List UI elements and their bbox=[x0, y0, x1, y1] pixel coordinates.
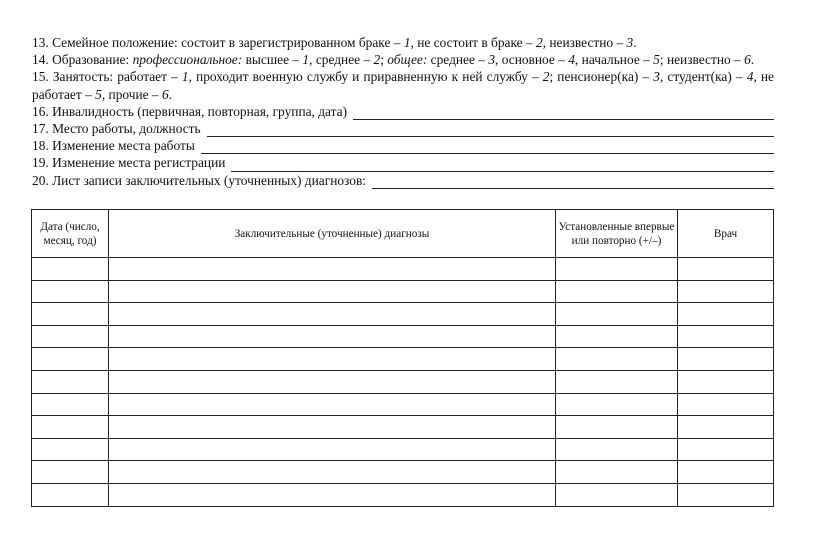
doctor-cell[interactable] bbox=[678, 416, 774, 439]
registration-change-fill-line[interactable] bbox=[231, 159, 774, 172]
first-or-repeat-cell[interactable] bbox=[556, 438, 678, 461]
first-or-repeat-cell[interactable] bbox=[556, 303, 678, 326]
doctor-cell[interactable] bbox=[678, 461, 774, 484]
diagnosis-cell[interactable] bbox=[109, 483, 556, 506]
col-doctor-header: Врач bbox=[678, 210, 774, 258]
date-cell[interactable] bbox=[32, 280, 109, 303]
diagnosis-cell[interactable] bbox=[109, 303, 556, 326]
date-cell[interactable] bbox=[32, 461, 109, 484]
diagnosis-cell[interactable] bbox=[109, 438, 556, 461]
table-row bbox=[32, 325, 774, 348]
table-row bbox=[32, 370, 774, 393]
diagnoses-sheet-fill-line[interactable] bbox=[372, 176, 774, 189]
table-row bbox=[32, 280, 774, 303]
diagnosis-cell[interactable] bbox=[109, 461, 556, 484]
table-header-row bbox=[32, 210, 774, 258]
diagnosis-cell[interactable] bbox=[109, 258, 556, 281]
diagnosis-cell[interactable] bbox=[109, 348, 556, 371]
date-cell[interactable] bbox=[32, 438, 109, 461]
item-18-workplace-change: 18. Изменение места работы bbox=[32, 137, 774, 154]
doctor-cell[interactable] bbox=[678, 280, 774, 303]
table-row bbox=[32, 303, 774, 326]
table-row bbox=[32, 393, 774, 416]
doctor-cell[interactable] bbox=[678, 370, 774, 393]
col-date-header: Дата (число, месяц, год) bbox=[32, 210, 109, 258]
date-cell[interactable] bbox=[32, 325, 109, 348]
doctor-cell[interactable] bbox=[678, 483, 774, 506]
item-13-marital-status: 13. Семейное положение: состоит в зарегистрированном браке – 1, не состоит в браке – 2, неизвестно – 3. bbox=[32, 35, 637, 50]
table-row bbox=[32, 483, 774, 506]
doctor-cell[interactable] bbox=[678, 393, 774, 416]
first-or-repeat-cell[interactable] bbox=[556, 325, 678, 348]
diagnosis-cell[interactable] bbox=[109, 280, 556, 303]
date-cell[interactable] bbox=[32, 393, 109, 416]
workplace-change-fill-line[interactable] bbox=[201, 141, 774, 154]
table-row bbox=[32, 348, 774, 371]
table-row bbox=[32, 416, 774, 439]
table-row bbox=[32, 258, 774, 281]
table-row bbox=[32, 438, 774, 461]
table-row bbox=[32, 461, 774, 484]
doctor-cell[interactable] bbox=[678, 303, 774, 326]
first-or-repeat-cell[interactable] bbox=[556, 483, 678, 506]
item-15-employment: 15. Занятость: работает – 1, проходит военную службу и приравненную к ней службу – 2; пенсионер(ка) – 3, студент(ка) – 4, не работает – 5, прочие – 6. bbox=[32, 69, 774, 102]
diagnoses-table bbox=[31, 209, 774, 507]
diagnosis-cell[interactable] bbox=[109, 393, 556, 416]
date-cell[interactable] bbox=[32, 416, 109, 439]
diagnosis-cell[interactable] bbox=[109, 325, 556, 348]
first-or-repeat-cell[interactable] bbox=[556, 416, 678, 439]
first-or-repeat-cell[interactable] bbox=[556, 393, 678, 416]
first-or-repeat-cell[interactable] bbox=[556, 461, 678, 484]
doctor-cell[interactable] bbox=[678, 438, 774, 461]
date-cell[interactable] bbox=[32, 258, 109, 281]
diagnosis-cell[interactable] bbox=[109, 416, 556, 439]
first-or-repeat-cell[interactable] bbox=[556, 348, 678, 371]
date-cell[interactable] bbox=[32, 370, 109, 393]
item-16-disability: 16. Инвалидность (первичная, повторная, группа, дата) bbox=[32, 103, 774, 120]
date-cell[interactable] bbox=[32, 348, 109, 371]
col-diagnoses-header: Заключительные (уточненные) диагнозы bbox=[109, 210, 556, 258]
first-or-repeat-cell[interactable] bbox=[556, 258, 678, 281]
form-fields bbox=[32, 34, 774, 189]
doctor-cell[interactable] bbox=[678, 325, 774, 348]
workplace-fill-line[interactable] bbox=[207, 124, 774, 137]
first-or-repeat-cell[interactable] bbox=[556, 280, 678, 303]
first-or-repeat-cell[interactable] bbox=[556, 370, 678, 393]
item-19-registration-change: 19. Изменение места регистрации bbox=[32, 154, 774, 171]
item-14-education: 14. Образование: профессиональное: высшее – 1, среднее – 2; общее: среднее – 3, основное – 4, начальное – 5; неизвестно – 6. bbox=[32, 52, 755, 68]
doctor-cell[interactable] bbox=[678, 258, 774, 281]
item-17-workplace: 17. Место работы, должность bbox=[32, 120, 774, 137]
doctor-cell[interactable] bbox=[678, 348, 774, 371]
date-cell[interactable] bbox=[32, 303, 109, 326]
item-20-diagnoses-sheet: 20. Лист записи заключительных (уточненных) диагнозов: bbox=[32, 172, 774, 189]
disability-fill-line[interactable] bbox=[353, 107, 774, 120]
date-cell[interactable] bbox=[32, 483, 109, 506]
diagnosis-cell[interactable] bbox=[109, 370, 556, 393]
col-first-or-repeat-header: Установленные впервые или повторно (+/–) bbox=[556, 210, 678, 258]
